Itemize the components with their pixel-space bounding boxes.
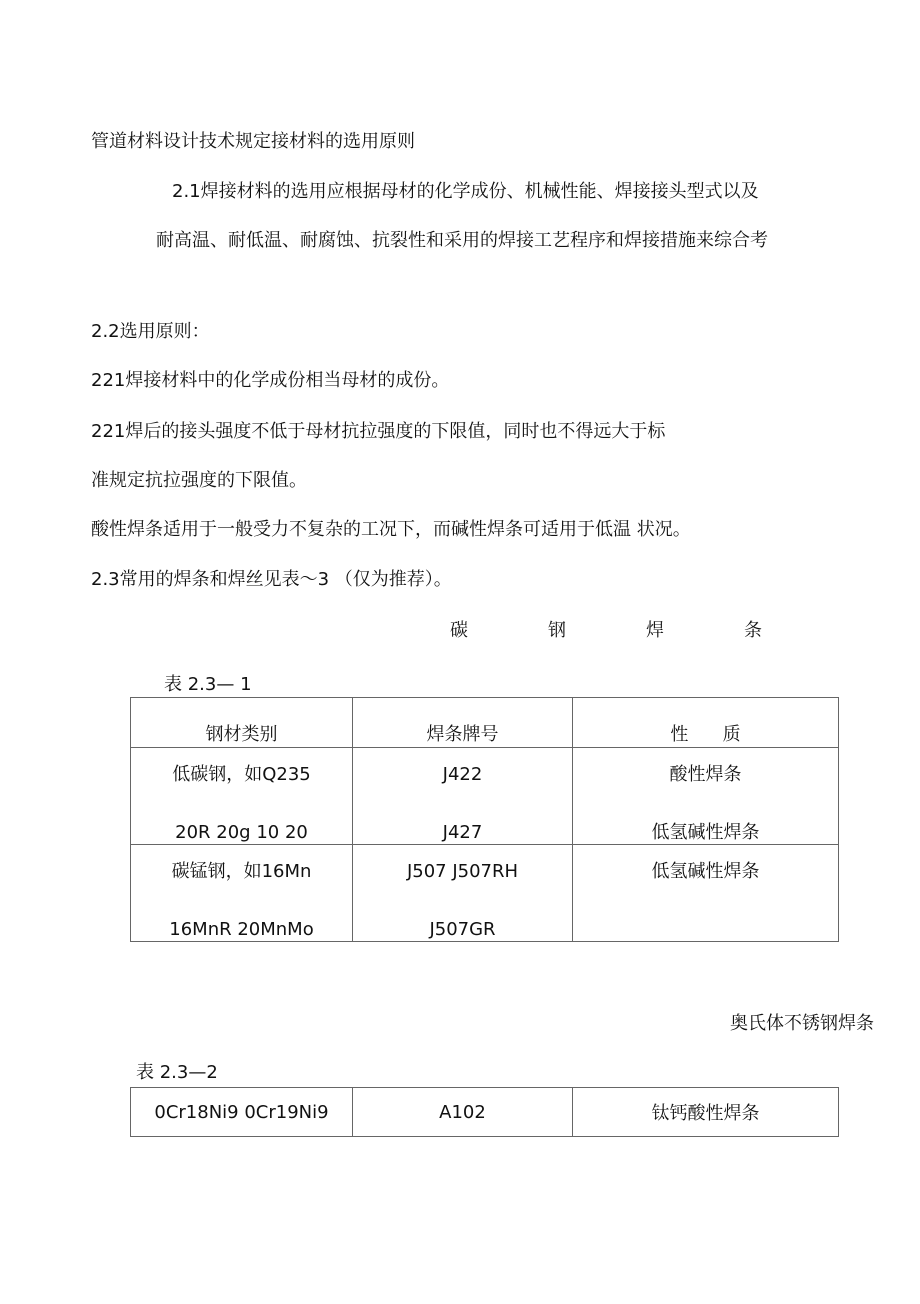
cell-electrode: J507 J507RH J507GR [353,845,573,942]
paragraph-2-2-2-line1: 221焊后的接头强度不低于母材抗拉强度的下限值，同时也不得远大于标 [91,421,666,442]
paragraph-2-2-1: 221焊接材料中的化学成份相当母材的成份。 [91,370,450,391]
heading-char: 碳 [450,620,468,641]
paragraph-2-1-line2: 耐高温、耐低温、耐腐蚀、抗裂性和采用的焊接工艺程序和焊接措施来综合考 [156,230,768,251]
paragraph-acid-basic: 酸性焊条适用于一般受力不复杂的工况下，而碱性焊条可适用于低温 状况。 [91,519,691,540]
paragraph-2-1-line1: 2.1焊接材料的选用应根据母材的化学成份、机械性能、焊接接头型式以及 [172,181,759,202]
paragraph-2-2-2-line2: 准规定抗拉强度的下限值。 [91,470,307,491]
cell-property: 低氢碱性焊条 [573,845,839,942]
table-row [131,845,839,942]
cell-electrode: A102 [353,1088,573,1137]
table-row [131,748,839,845]
cell-steel: 低碳钢，如Q235 20R 20g 10 20 [131,748,353,845]
carbon-steel-electrode-heading [450,620,762,642]
table-row [131,1088,839,1137]
header-electrode-grade: 焊条牌号 [353,698,573,748]
document-title: 管道材料设计技术规定接材料的选用原则 [91,131,415,152]
header-property: 性 质 [573,698,839,748]
cell-property: 钛钙酸性焊条 [573,1088,839,1137]
carbon-steel-electrode-table [130,697,839,942]
paragraph-2-2-heading: 2.2选用原则： [91,321,210,342]
cell-steel: 0Cr18Ni9 0Cr19Ni9 [131,1088,353,1137]
heading-char: 条 [744,620,762,641]
table1-caption: 表 2.3— 1 [164,674,252,695]
heading-char: 焊 [646,620,664,641]
header-steel-category: 钢材类别 [131,698,353,748]
table2-caption: 表 2.3—2 [136,1062,218,1083]
paragraph-2-3: 2.3常用的焊条和焊丝见表～3 （仅为推荐）。 [91,569,452,590]
table-header-row [131,698,839,748]
cell-electrode: J422 J427 [353,748,573,845]
cell-property: 酸性焊条 低氢碱性焊条 [573,748,839,845]
stainless-steel-electrode-table [130,1087,839,1137]
austenitic-stainless-heading: 奥氏体不锈钢焊条 [730,1013,874,1034]
heading-char: 钢 [548,620,566,641]
cell-steel: 碳锰钢，如16Mn 16MnR 20MnMo [131,845,353,942]
